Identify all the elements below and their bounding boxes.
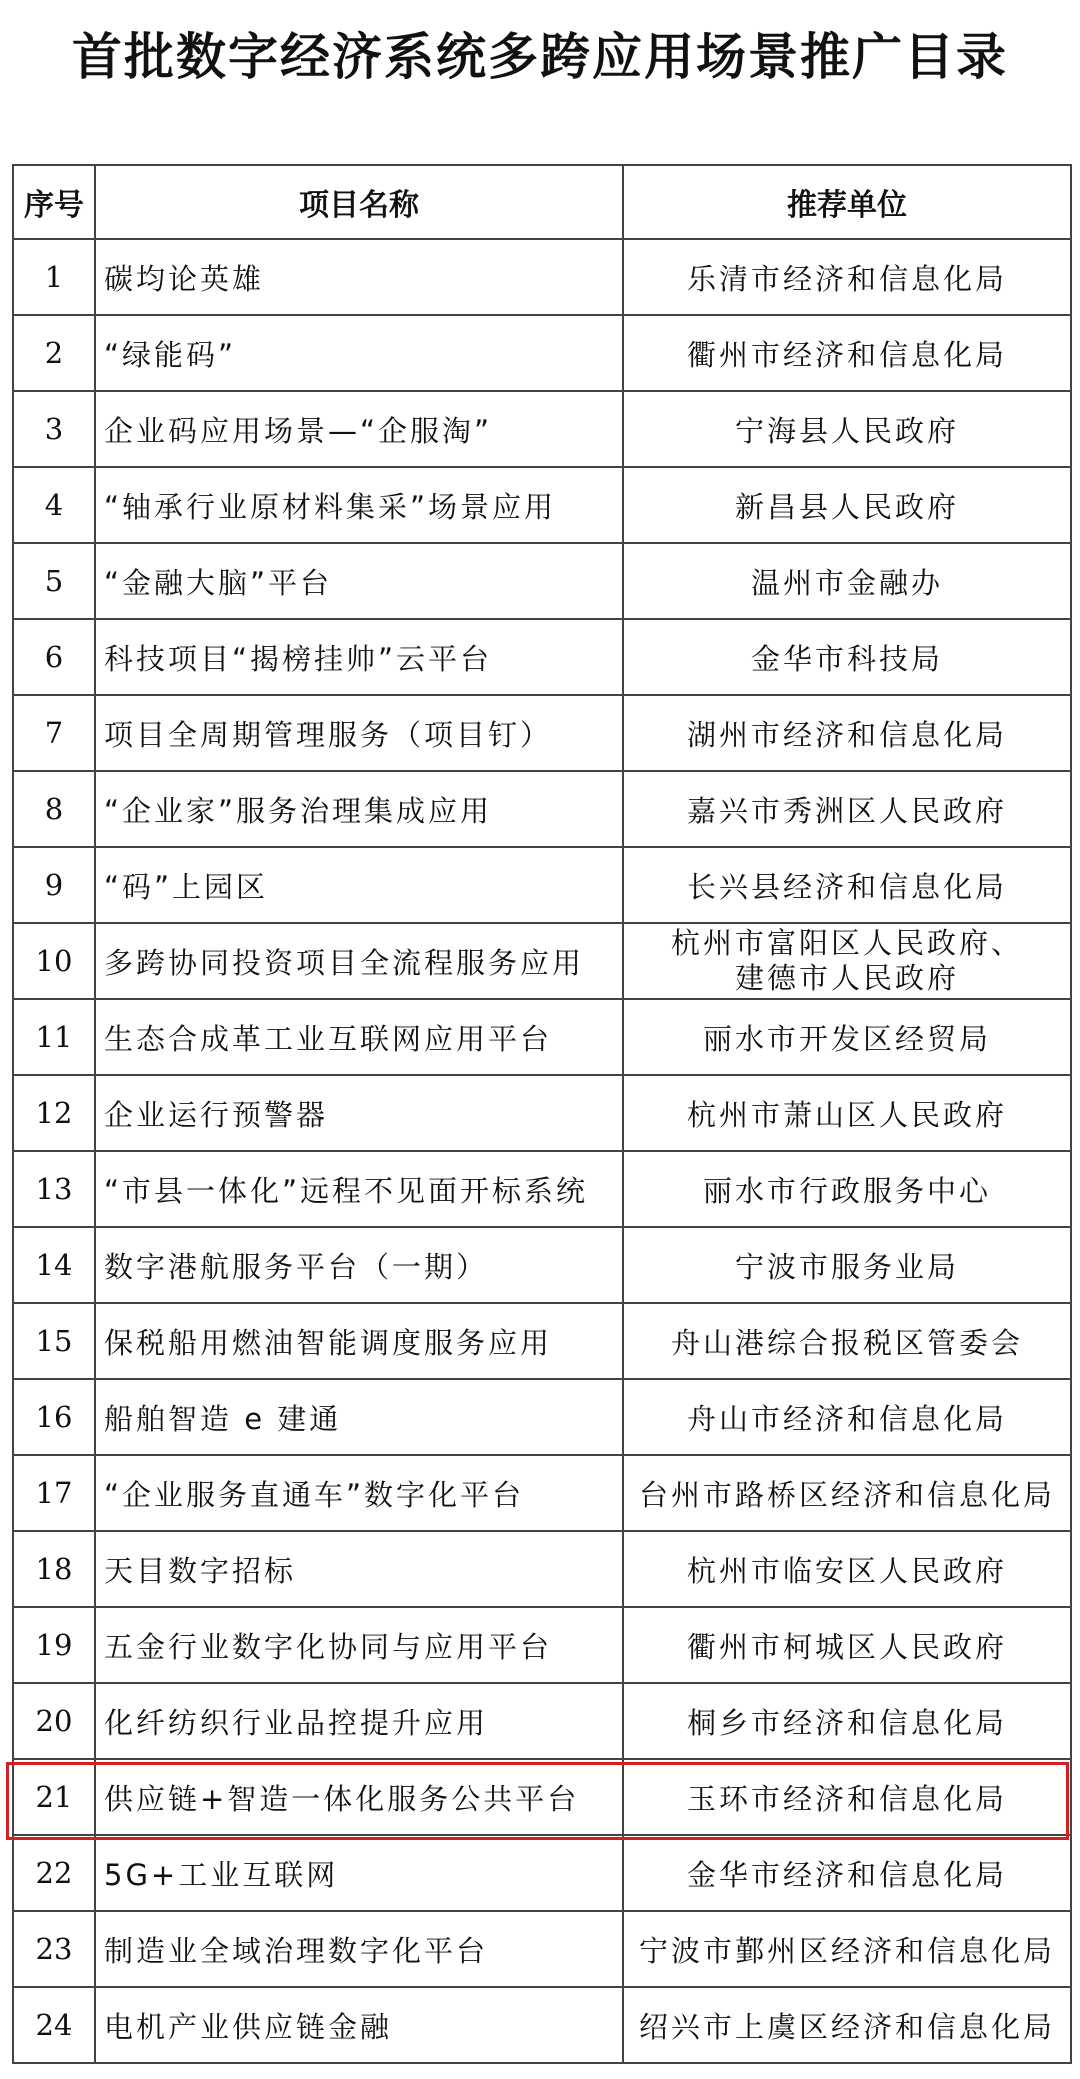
row-no: 14 [13,1227,95,1303]
row-unit: 丽水市开发区经贸局 [623,999,1071,1075]
table-row [13,1075,1071,1151]
table-row [13,695,1071,771]
row-project-name: “绿能码” [95,315,623,391]
row-unit: 丽水市行政服务中心 [623,1151,1071,1227]
row-project-name: 化纤纺织行业品控提升应用 [95,1683,623,1759]
row-project-name: 5G+工业互联网 [95,1835,623,1911]
row-project-name: 科技项目“揭榜挂帅”云平台 [95,619,623,695]
row-project-name: “市县一体化”远程不见面开标系统 [95,1151,623,1227]
row-no: 21 [13,1759,95,1835]
row-unit: 衢州市经济和信息化局 [623,315,1071,391]
table-row [13,1835,1071,1911]
row-unit: 乐清市经济和信息化局 [623,239,1071,315]
row-no: 12 [13,1075,95,1151]
row-unit: 台州市路桥区经济和信息化局 [623,1455,1071,1531]
row-unit: 杭州市临安区人民政府 [623,1531,1071,1607]
row-unit: 绍兴市上虞区经济和信息化局 [623,1987,1071,2063]
row-no: 1 [13,239,95,315]
row-unit: 舟山港综合报税区管委会 [623,1303,1071,1379]
row-no: 17 [13,1455,95,1531]
table-row [13,771,1071,847]
row-unit: 宁波市服务业局 [623,1227,1071,1303]
row-project-name: 企业运行预警器 [95,1075,623,1151]
row-project-name: 五金行业数字化协同与应用平台 [95,1607,623,1683]
table-row [13,1911,1071,1987]
row-unit: 嘉兴市秀洲区人民政府 [623,771,1071,847]
row-no: 5 [13,543,95,619]
row-project-name: 项目全周期管理服务（项目钉） [95,695,623,771]
row-project-name: “企业家”服务治理集成应用 [95,771,623,847]
row-project-name: 电机产业供应链金融 [95,1987,623,2063]
table-row-highlighted [13,1759,1071,1835]
row-no: 23 [13,1911,95,1987]
row-unit: 衢州市柯城区人民政府 [623,1607,1071,1683]
table-row [13,923,1071,999]
table-row [13,619,1071,695]
row-no: 8 [13,771,95,847]
row-unit: 杭州市萧山区人民政府 [623,1075,1071,1151]
table-row [13,1607,1071,1683]
row-unit: 桐乡市经济和信息化局 [623,1683,1071,1759]
row-project-name: 生态合成革工业互联网应用平台 [95,999,623,1075]
table-row [13,239,1071,315]
row-no: 13 [13,1151,95,1227]
table-row [13,847,1071,923]
row-no: 16 [13,1379,95,1455]
header-project-name: 项目名称 [95,165,623,239]
table-row [13,391,1071,467]
row-project-name: 多跨协同投资项目全流程服务应用 [95,923,623,999]
row-project-name: 制造业全域治理数字化平台 [95,1911,623,1987]
header-no: 序号 [13,165,95,239]
row-project-name: 天目数字招标 [95,1531,623,1607]
row-unit: 宁海县人民政府 [623,391,1071,467]
row-unit: 湖州市经济和信息化局 [623,695,1071,771]
row-no: 3 [13,391,95,467]
page-title: 首批数字经济系统多跨应用场景推广目录 [72,28,1008,86]
row-no: 2 [13,315,95,391]
table-row [13,543,1071,619]
row-project-name: “轴承行业原材料集采”场景应用 [95,467,623,543]
row-project-name: “码”上园区 [95,847,623,923]
row-no: 20 [13,1683,95,1759]
row-unit: 金华市经济和信息化局 [623,1835,1071,1911]
table-row [13,1227,1071,1303]
table-header-row [13,165,1071,239]
row-unit: 宁波市鄞州区经济和信息化局 [623,1911,1071,1987]
row-project-name: “企业服务直通车”数字化平台 [95,1455,623,1531]
row-no: 19 [13,1607,95,1683]
table-row [13,467,1071,543]
row-no: 18 [13,1531,95,1607]
row-no: 7 [13,695,95,771]
table-row [13,1683,1071,1759]
row-unit: 玉环市经济和信息化局 [623,1759,1071,1835]
row-project-name: 船舶智造 e 建通 [95,1379,623,1455]
row-unit-line: 杭州市富阳区人民政府、 [670,926,1023,960]
row-project-name: 保税船用燃油智能调度服务应用 [95,1303,623,1379]
row-no: 15 [13,1303,95,1379]
row-unit: 舟山市经济和信息化局 [623,1379,1071,1455]
row-project-name: 碳均论英雄 [95,239,623,315]
row-unit: 温州市金融办 [623,543,1071,619]
row-no: 22 [13,1835,95,1911]
row-unit [623,923,1071,999]
header-recommending-unit: 推荐单位 [623,165,1071,239]
table-row [13,1531,1071,1607]
row-project-name: 数字港航服务平台（一期） [95,1227,623,1303]
row-no: 4 [13,467,95,543]
row-unit: 新昌县人民政府 [623,467,1071,543]
table-row [13,999,1071,1075]
row-no: 9 [13,847,95,923]
row-no: 11 [13,999,95,1075]
row-project-name: “金融大脑”平台 [95,543,623,619]
catalog-table [12,164,1072,2064]
table-row [13,315,1071,391]
row-unit-line: 建德市人民政府 [734,961,959,995]
row-project-name: 企业码应用场景—“企服淘” [95,391,623,467]
row-unit: 金华市科技局 [623,619,1071,695]
table-row [13,1455,1071,1531]
table-row [13,1379,1071,1455]
table-row [13,1151,1071,1227]
row-no: 10 [13,923,95,999]
table-row [13,1303,1071,1379]
row-no: 6 [13,619,95,695]
table-row [13,1987,1071,2063]
row-project-name: 供应链+智造一体化服务公共平台 [95,1759,623,1835]
row-unit: 长兴县经济和信息化局 [623,847,1071,923]
row-no: 24 [13,1987,95,2063]
